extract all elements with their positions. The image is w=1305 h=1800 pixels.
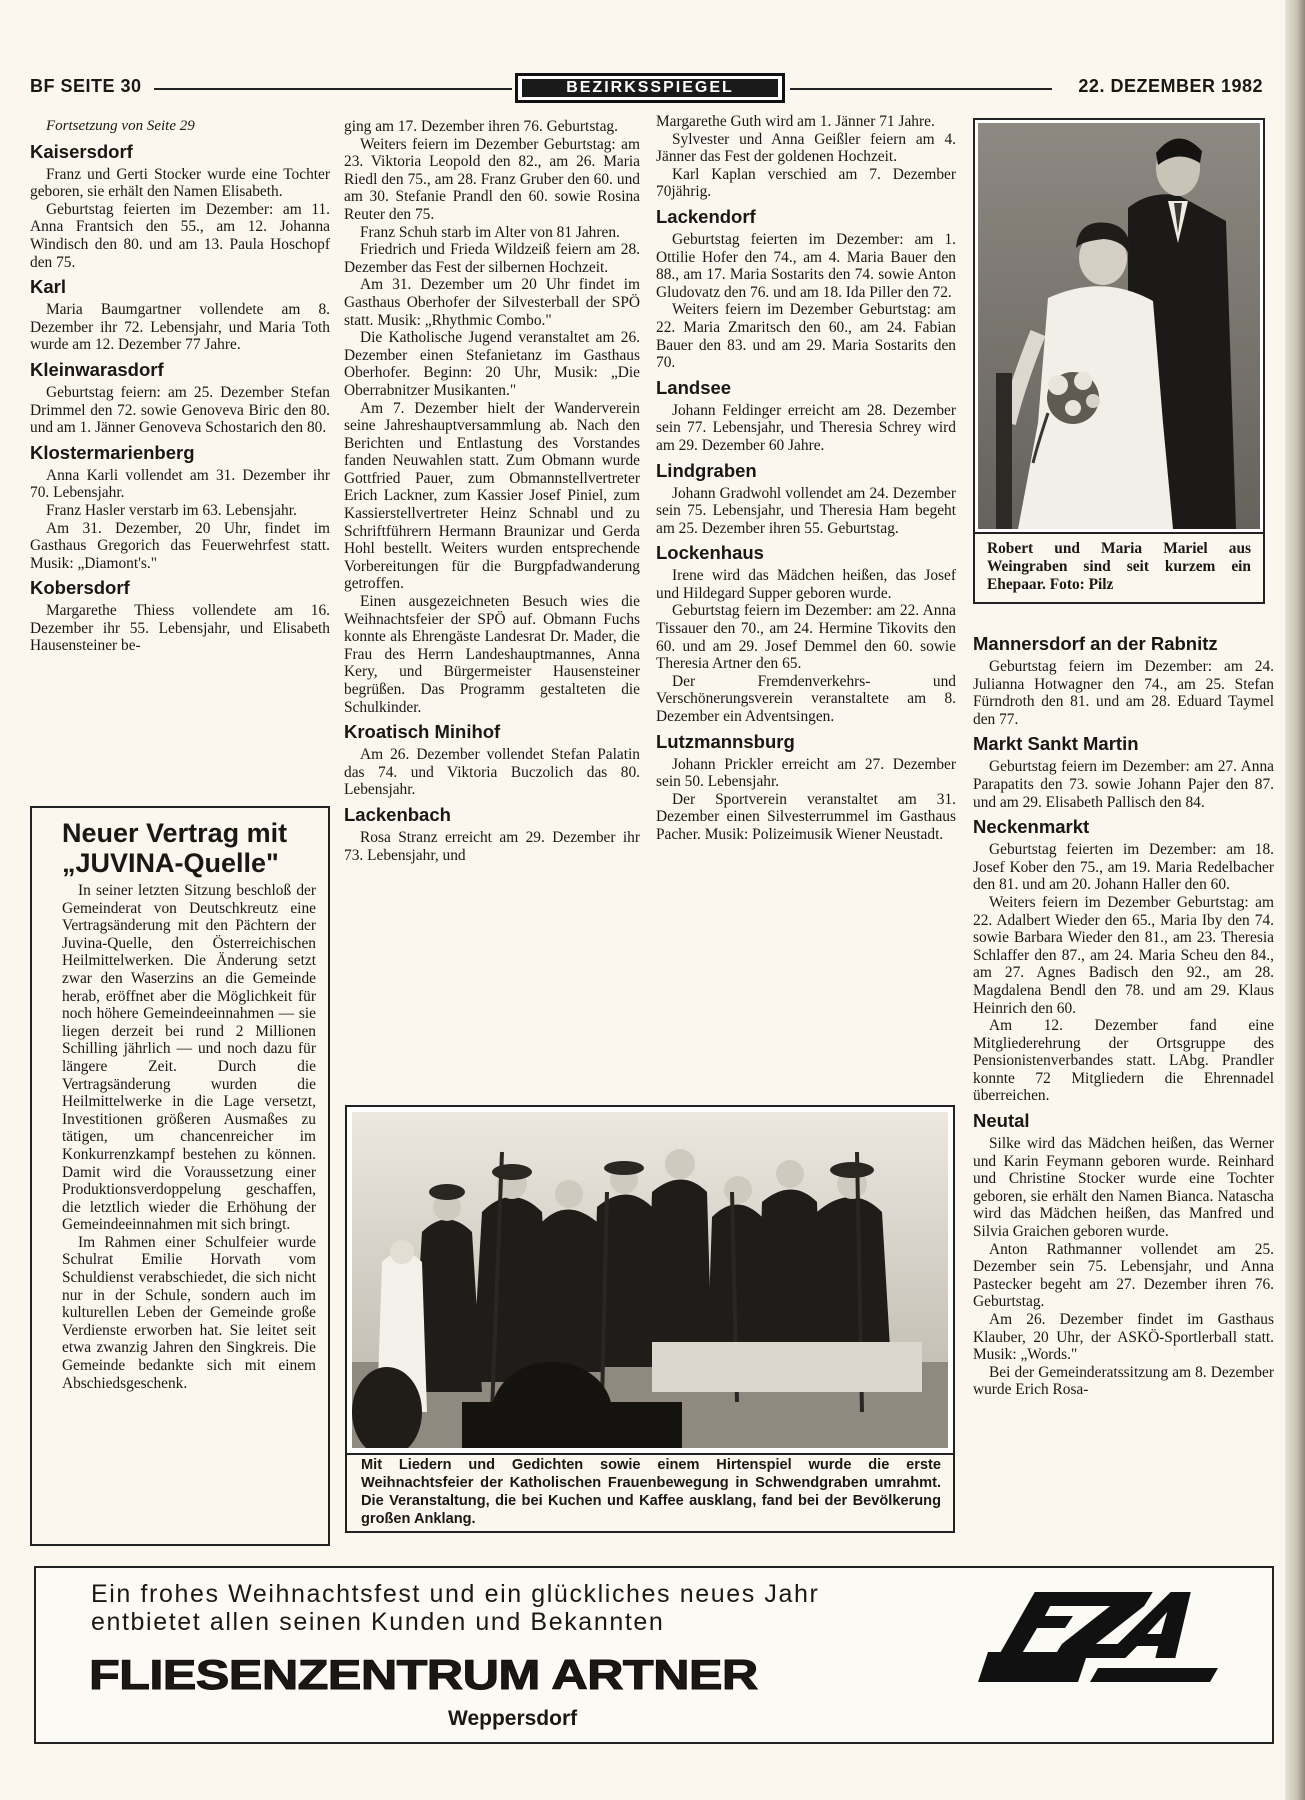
section-heading: Kaisersdorf [30,140,133,162]
paragraph: Anton Rathmanner vollendet am 25. Dezember sein 75. Lebensjahr, und Anna Pastecker begeht am 27. Dezember ihren 76. Geburtstag. [973,1240,1274,1311]
issue-date: 22. DEZEMBER 1982 [1078,76,1263,96]
paragraph: Geburtstag feierten im Dezember: am 11. Anna Frantsich den 55., am 12. Johanna Windisch den 80. und am 13. Paula Hoschopf den 75. [30,200,330,271]
paragraph: Geburtstag feiern im Dezember: am 22. Anna Tissauer den 70., am 24. Hermine Tikovits den 60. und am 29. Josef Demmel den 60. sowie Theresia Artner den 65. [656,602,956,673]
column-2 [344,118,640,864]
paragraph: ging am 17. Dezember ihren 76. Geburtstag. [344,118,618,135]
paragraph: Johann Prickler erreicht am 27. Dezember sein 50. Lebensjahr. [656,755,956,791]
ad-greeting-line-2: entbietet allen seinen Kunden und Bekannten [91,1608,665,1636]
section-heading: Lindgraben [656,459,757,481]
section-heading: Kobersdorf [30,577,130,599]
section-heading: Neckenmarkt [973,816,1090,838]
event-photo-image [352,1112,948,1448]
column-1 [30,118,330,655]
section-banner [515,73,785,103]
wedding-photo [973,118,1265,534]
section-heading: Neutal [973,1110,1030,1132]
section-heading: Kleinwarasdorf [30,358,164,380]
header-rule-right [790,88,1052,90]
section-heading: Mannersdorf an der Rabnitz [973,633,1218,654]
paragraph: Am 12. Dezember fand eine Mitgliederehrung der Ortsgruppe des Pensionistenverbandes statt. LAbg. Prandler konnte 72 Mitgliedern die Ehrennadel überreichen. [973,1017,1274,1105]
header-rule-left [154,88,512,90]
ad-company-name: FLIESENZENTRUM ARTNER [89,1651,758,1698]
paragraph: Der Fremdenverkehrs- und Verschönerungsverein veranstaltete am 8. Dezember ein Adventsingen. [656,672,956,726]
section-heading: Markt Sankt Martin [973,733,1139,755]
section-heading: Lutzmannsburg [656,730,795,752]
page-label: BF SEITE 30 [30,76,142,96]
ad-greeting-line-1: Ein frohes Weihnachtsfest und ein glückliches neues Jahr [91,1580,820,1608]
column-4 [973,628,1274,1399]
continuation-note: Fortsetzung von Seite 29 [46,118,195,134]
paragraph: Weiters feiern im Dezember Geburtstag: am 22. Maria Zmaritsch den 60., am 24. Fabian Bauer den 83. und am 29. Maria Sostarits den 70. [656,301,956,372]
paragraph: Franz Schuh starb im Alter von 81 Jahren. [360,223,620,241]
paragraph: Weiters feiern im Dezember Geburtstag: am 23. Viktoria Leopold den 82., am 26. Maria Riedl den 75., am 28. Franz Gruber den 60. und am 30. Stefanie Prandl den 60. sowie Rosina Reuter den 75. [344,135,640,223]
paragraph: Am 26. Dezember findet im Gasthaus Klauber, 20 Uhr, der ASKÖ-Sportlerball statt. Musik: „Words." [973,1311,1274,1364]
paragraph: Am 7. Dezember hielt der Wanderverein seine Jahreshauptversammlung ab. Nach den Berichten und Entlastung des Vorstandes fanden Neuwahlen statt. Zum Obmann wurde Gottfried Pauer, zum Obmannstellvertreter Erich Lackner, zum Kassier Josef Piniel, zum Kassierstellvertreter Heinz Schnabl und zu Schriftführern Hermann Braunizar und Gerda Hohl bestellt. Weiters wurden entsprechende Vorbereitungen für die Burgpfadwanderung getroffen. [344,399,640,593]
boxed-article [30,806,330,1546]
section-heading: Kroatisch Minihof [344,721,501,743]
paragraph: Geburtstag feierten im Dezember: am 1. Ottilie Hofer den 74., am 4. Maria Bauer den 88., am 17. Maria Sostarits den 74. sowie Anton Gludovatz den 76. und am 18. Ida Piller den 72. [656,230,956,301]
paragraph: Am 26. Dezember vollendet Stefan Palatin das 74. und Viktoria Buczolich das 80. Lebensjahr. [344,746,640,799]
section-heading: Klostermarienberg [30,441,195,463]
paragraph: Einen ausgezeichneten Besuch wies die Weihnachtsfeier der SPÖ auf. Obmann Fuchs konnte als Ehrengäste Landesrat Dr. Mader, die Frau des Herrn Landeshauptmannes, Anna Kery, und Bürgermeister Hausensteiner begrüßen. Das Programm gestalteten die Schulkinder. [344,593,640,716]
paragraph: Karl Kaplan verschied am 7. Dezember 70jährig. [656,165,956,201]
paragraph: Weiters feiern im Dezember Geburtstag: am 22. Adalbert Wieder den 65., Maria Iby den 74. sowie Barbara Wieder den 81., am 23. Theresia Schlaffer den 87., am 24. Maria Scheu den 84., am 27. Agnes Badisch den 92., am 28. Magdalena Bendl den 78. und am 29. Klaus Heinrich den 60. [973,893,1274,1017]
column-3 [656,113,956,844]
paragraph: Im Rahmen einer Schulfeier wurde Schulrat Emilie Horvath vom Schuldienst verabschiedet, die sich nicht nur in der Schule, sondern auch im kulturellen Leben der Gemeinde große Verdienste erworben hat. Sie leitet seit etwa zwanzig Jahren den Singkreis. Die Gemeinde bedankte sich mit einem Abschiedsgeschenk. [62,1233,316,1392]
paragraph: Maria Baumgartner vollendete am 8. Dezember ihr 72. Lebensjahr, und Maria Toth wurde am 12. Dezember 77 Jahre. [30,301,330,354]
paragraph: In seiner letzten Sitzung beschloß der Gemeinderat von Deutschkreutz eine Vertragsänderung mit den Pächtern der Juvina-Quelle, den Österreichischen Heilmittelwerken. Die Änderung setzt zwar den Waserzins an die Gemeinde herab, eröffnet aber die Möglichkeit für noch höhere Gemeindeeinnahmen — sie liegen derzeit bei rund 2 Millionen Schilling jährlich — und noch dazu für längere Zeit. Durch die Vertragsänderung wurden die Heilmittelwerke in die Lage versetzt, Investitionen größeren Ausmaßes zu tätigen, um chancenreicher im Konkurrenzkampf bestehen zu können. Damit wird die Voraussetzung einer Produktionsverdoppelung geschaffen, die letztlich wieder die Erhöhung der Gemeindeeinnahmen mit sich bringt. [62,882,316,1234]
paragraph: Am 31. Dezember um 20 Uhr findet im Gasthaus Oberhofer der Silvesterball der SPÖ statt. Musik: „Rhythmic Combo." [344,276,640,329]
paragraph: Franz Hasler verstarb im 63. Lebensjahr. [46,501,297,519]
paragraph: Silke wird das Mädchen heißen, das Werner und Karin Feymann geboren wurde. Reinhard und Christine Stocker wurde eine Tochter geboren, sie erhält den Namen Bianca. Natascha wird das Mädchen heißen, das Manfred und Silvia Graichen geboren wurde. [973,1135,1274,1241]
article-title: Neuer Vertrag mit „JUVINA-Quelle" [62,818,288,878]
paragraph: Am 31. Dezember, 20 Uhr, findet im Gasthaus Gregorich das Feuerwehrfest statt. Musik: „Diamont's." [30,519,330,572]
paragraph: Geburtstag feiern im Dezember: am 24. Julianna Hotwagner den 74., am 25. Stefan Fürndroth den 81. und am 28. Eduard Taymel den 77. [973,658,1274,728]
paragraph: Sylvester und Anna Geißler feiern am 4. Jänner das Fest der goldenen Hochzeit. [656,130,956,166]
company-logo-icon [978,1582,1228,1692]
event-photo-caption: Mit Liedern und Gedichten sowie einem Hirtenspiel wurde die erste Weihnachtsfeier der Katholischen Frauenbewegung in Schwendgraben umrahmt. Die Veranstaltung, die bei Kuchen und Kaffee ausklang, fand bei der Bevölkerung großen Anklang. [345,1452,955,1533]
page-edge [1285,0,1305,1800]
wedding-photo-caption: Robert und Maria Mariel aus Weingraben sind seit kurzem ein Ehepaar. Foto: Pilz [973,534,1265,604]
paragraph: Die Katholische Jugend veranstaltet am 26. Dezember einen Stefanietanz im Gasthaus Oberhofer. Beginn: 20 Uhr, Musik: „Die Oberrabnitzer Musikanten." [344,329,640,399]
paragraph: Friedrich und Frieda Wildzeiß feiern am 28. Dezember das Fest der silbernen Hochzeit. [344,241,640,276]
paragraph: Geburtstag feiern im Dezember: am 27. Anna Parapatits den 73. sowie Johann Pajer den 87. und am 29. Elisabeth Pallisch den 84. [973,758,1274,811]
event-photo [345,1105,955,1455]
section-heading: Lackendorf [656,205,756,227]
section-title: BEZIRKSSPIEGEL [522,79,778,97]
paragraph: Anna Karli vollendet am 31. Dezember ihr 70. Lebensjahr. [30,466,330,502]
paragraph: Johann Feldinger erreicht am 28. Dezember sein 77. Lebensjahr, und Theresia Schrey wird am 29. Dezember 60 Jahre. [656,401,956,454]
ad-town: Weppersdorf [448,1707,578,1730]
paragraph: Johann Gradwohl vollendet am 24. Dezember sein 75. Lebensjahr, und Theresia Ham begeht am 25. Dezember ihren 55. Geburtstag. [656,484,956,537]
paragraph: Geburtstag feierten im Dezember: am 18. Josef Kober den 75., am 19. Maria Redelbacher den 81. und am 20. Johann Haller den 60. [973,841,1274,894]
paragraph: Irene wird das Mädchen heißen, das Josef und Hildegard Supper geboren wurde. [656,567,956,602]
section-heading: Landsee [656,376,732,398]
paragraph: Bei der Gemeinderatssitzung am 8. Dezember wurde Erich Rosa- [973,1363,1274,1399]
advertisement [34,1566,1274,1744]
wedding-photo-image [978,123,1260,529]
paragraph: Der Sportverein veranstaltet am 31. Dezember einen Silvesterrummel im Gasthaus Pacher. Musik: Polizeimusik Wiener Neustadt. [656,790,956,843]
paragraph: Rosa Stranz erreicht am 29. Dezember ihr 73. Lebensjahr, und [344,828,640,864]
paragraph: Franz und Gerti Stocker wurde eine Tochter geboren, sie erhält den Namen Elisabeth. [30,165,330,201]
section-heading: Lackenbach [344,803,451,825]
paragraph: Margarethe Thiess vollendete am 16. Dezember ihr 55. Lebensjahr, und Elisabeth Hausensteiner be- [30,602,330,655]
paragraph: Margarethe Guth wird am 1. Jänner 71 Jahre. [656,113,935,130]
section-heading: Karl [30,276,66,298]
section-heading: Lockenhaus [656,542,764,564]
paragraph: Geburtstag feiern: am 25. Dezember Stefan Drimmel den 72. sowie Genoveva Biric den 80. und am 1. Jänner Genoveva Schostarich den 80. [30,383,330,437]
